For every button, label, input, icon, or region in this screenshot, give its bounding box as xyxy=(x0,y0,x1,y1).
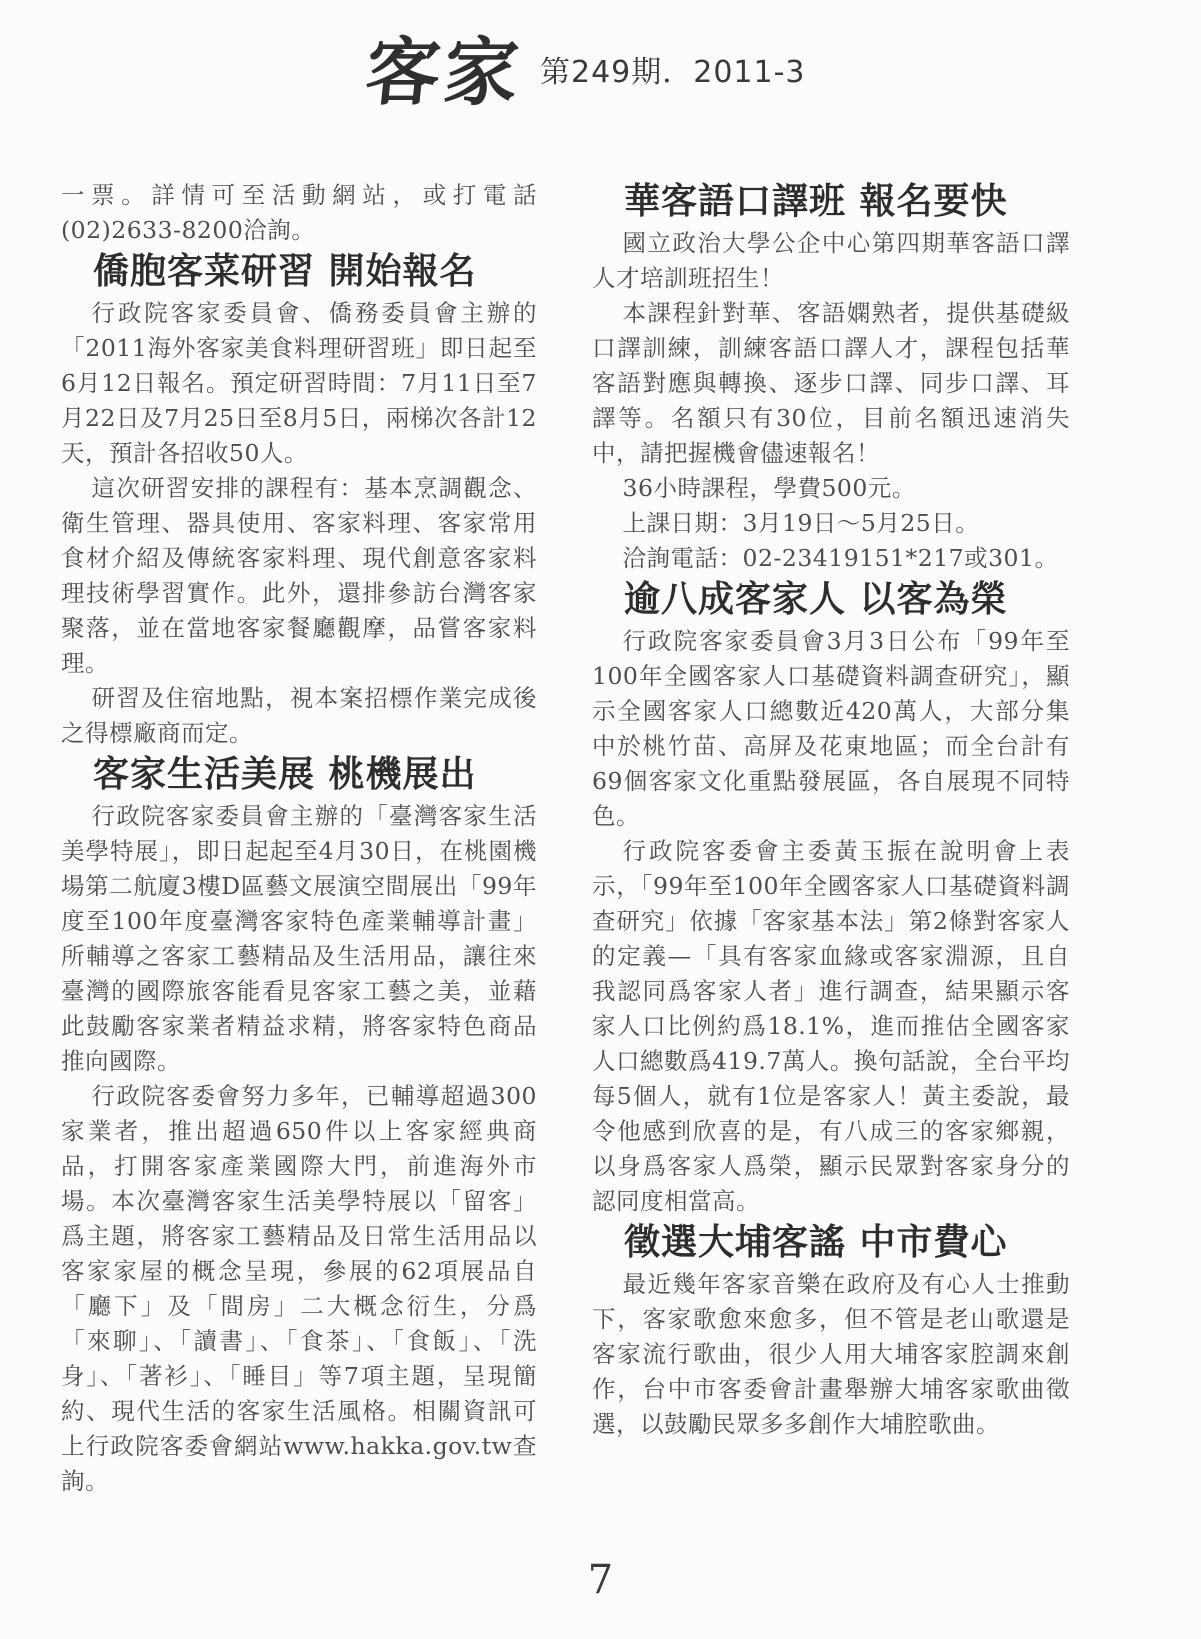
article-paragraph: 行政院客委會努力多年，已輔導超過300家業者，推出超過650件以上客家經典商品，打開客家產業國際大門，前進海外市場。本次臺灣客家生活美學特展以「留客」爲主題，將客家工藝精品及日常生活用品以客家家屋的概念呈現，參展的62項展品自「廳下」及「間房」二大概念衍生，分爲「來聊」、「讀書」、「食茶」、「食飯」、「洗身」、「著衫」、「睡目」等7項主題，呈現簡約、現代生活的客家生活風格。相關資訊可上行政院客委會網站www.hakka.gov.tw查詢。 xyxy=(61,1082,537,1495)
article-paragraph: 行政院客家委員會主辦的「臺灣客家生活美學特展」，即日起起至4月30日，在桃園機場第二航廈3樓D區藝文展演空間展出「99年度至100年度臺灣客家特色產業輔導計畫」所輔導之客家工藝精品及生活用品，讓往來臺灣的國際旅客能看見客家工藝之美，並藉此鼓勵客家業者精益求精，將客家特色商品推向國際。 xyxy=(61,802,537,1075)
article-paragraph: 國立政治大學公企中心第四期華客語口譯人才培訓班招生！ xyxy=(592,229,1070,292)
page-header xyxy=(0,28,1201,118)
article-paragraph: 洽詢電話：02-23419151*217或301。 xyxy=(622,544,1059,572)
article-headline: 逾八成客家人 以客為榮 xyxy=(624,579,1008,620)
article-paragraph: 上課日期：3月19日～5月25日。 xyxy=(622,509,980,537)
article-headline: 華客語口譯班 報名要快 xyxy=(624,181,1008,222)
magazine-logo: 客家 xyxy=(361,30,527,116)
article-paragraph: 研習及住宿地點，視本案招標作業完成後之得標廠商而定。 xyxy=(61,684,537,747)
article-dabu-songs xyxy=(592,1219,1070,1442)
article-paragraph: 行政院客家委員會3月3日公布「99年至100年全國客家人口基礎資料調查研究」，顯示全國客家人口總數近420萬人，大部分集中於桃竹苗、高屏及花東地區；而全台計有69個客家文化重點發展區，各自展現不同特色。 xyxy=(592,627,1070,830)
continued-text: 一票。詳情可至活動網站，或打電話(02)2633-8200洽詢。 xyxy=(61,181,537,244)
article-paragraph: 行政院客家委員會、僑務委員會主辦的「2011海外客家美食料理研習班」即日起至6月12日報名。預定研習時間：7月11日至7月22日及7月25日至8月5日，兩梯次各計12天，預計各招收50人。 xyxy=(61,299,537,467)
article-headline: 僑胞客菜研習 開始報名 xyxy=(93,251,477,292)
article-headline: 客家生活美展 桃機展出 xyxy=(93,754,477,795)
article-overseas-cooking xyxy=(61,248,537,751)
issue-info: 第249期．2011-3 xyxy=(540,55,806,90)
article-headline: 徵選大埔客謠 中市費心 xyxy=(624,1222,1008,1263)
article-interpretation-class xyxy=(592,178,1070,576)
article-airport-exhibition xyxy=(61,751,537,1499)
article-paragraph: 行政院客委會主委黃玉振在說明會上表示，「99年至100年全國客家人口基礎資料調查研究」依據「客家基本法」第2條對客家人的定義—「具有客家血緣或客家淵源，且自我認同爲客家人者」進行調查，結果顯示客家人口比例約爲18.1%，進而推估全國客家人口總數爲419.7萬人。換句話說，全台平均每5個人，就有1位是客家人！黃主委說，最令他感到欣喜的是，有八成三的客家鄉親，以身爲客家人爲榮，顯示民眾對客家身分的認同度相當高。 xyxy=(592,837,1070,1215)
left-column xyxy=(61,178,537,1499)
page-number: 7 xyxy=(587,1557,614,1603)
article-paragraph: 本課程針對華、客語嫻熟者，提供基礎級口譯訓練，訓練客語口譯人才，課程包括華客語對應與轉換、逐步口譯、同步口譯、耳譯等。名額只有30位，目前名額迅速消失中，請把握機會儘速報名！ xyxy=(592,299,1070,467)
article-paragraph: 36小時課程，學費500元。 xyxy=(622,474,916,502)
article-paragraph: 這次研習安排的課程有：基本烹調觀念、衛生管理、器具使用、客家料理、客家常用食材介紹及傳統客家料理、現代創意客家料理技術學習實作。此外，還排參訪台灣客家聚落，並在當地客家餐廳觀摩，品嘗客家料理。 xyxy=(61,474,537,677)
right-column xyxy=(592,178,1070,1442)
article-paragraph: 最近幾年客家音樂在政府及有心人士推動下，客家歌愈來愈多，但不管是老山歌還是客家流行歌曲，很少人用大埔客家腔調來創作，台中市客委會計畫舉辦大埔客家歌曲徵選，以鼓勵民眾多多創作大埔腔歌曲。 xyxy=(592,1270,1070,1438)
article-hakka-pride xyxy=(592,576,1070,1219)
